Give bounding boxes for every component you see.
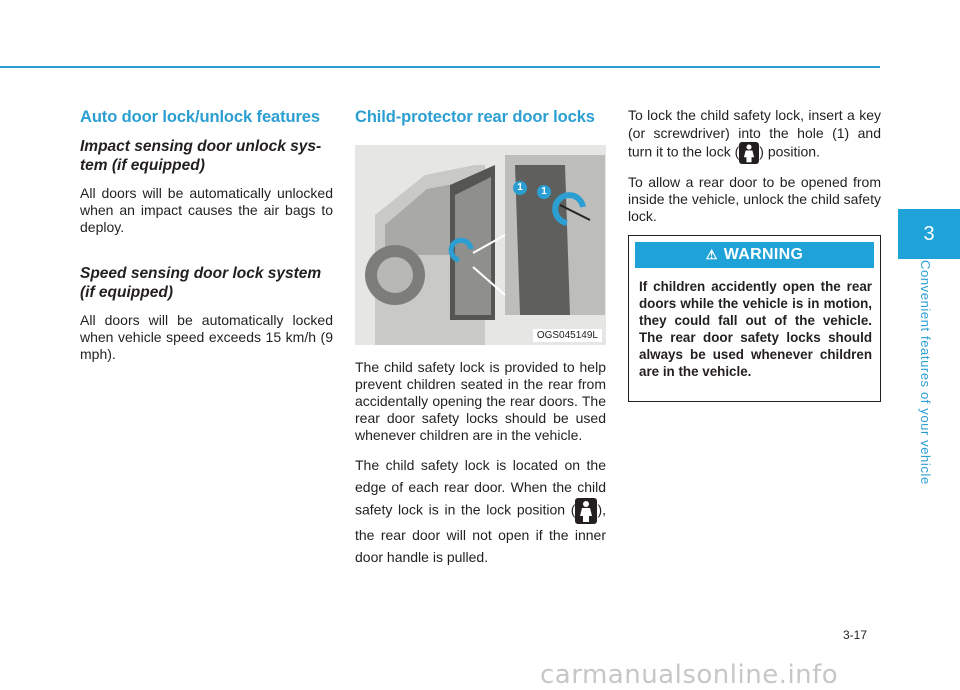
rear-door-figure xyxy=(355,145,606,345)
callout-1-left: 1 xyxy=(513,181,527,195)
section-title-auto-door-lock: Auto door lock/unlock features xyxy=(80,108,320,126)
lock-instructions-text-b: ) position. xyxy=(759,143,820,160)
child-lock-location-text-a: The child safety lock is located on the edge of each rear door. When the child safety lock is in the lock position ( xyxy=(355,457,606,518)
speed-sensing-body: All doors will be automatically locked when vehicle speed exceeds 15 km/h (9 mph). xyxy=(80,312,333,362)
lock-instructions xyxy=(628,106,881,164)
right-column xyxy=(628,106,881,402)
subsection-title-speed-sensing: Speed sensing door lock system (if equipped) xyxy=(80,265,322,301)
watermark: carmanualsonline.info xyxy=(540,660,839,690)
left-column xyxy=(80,108,333,373)
warning-title: WARNING xyxy=(723,246,804,263)
impact-sensing-body: All doors will be automatically unlocked when an impact causes the air bags to deploy. xyxy=(80,185,333,235)
header-rule xyxy=(0,66,880,68)
child-lock-location xyxy=(355,454,606,568)
child-lock-location-text-b: ), the rear door will not open if the inner door handle is pulled. xyxy=(355,501,606,565)
warning-box xyxy=(628,235,881,402)
section-title-child-protector: Child-protector rear door locks xyxy=(355,108,595,126)
chapter-tab: 3 xyxy=(898,209,960,259)
figure-code: OGS045149L xyxy=(533,329,602,342)
subsection-title-impact-sensing: Impact sensing door unlock sys-tem (if equipped) xyxy=(80,138,322,174)
callout-1-right: 1 xyxy=(537,185,551,199)
warning-triangle-icon: ⚠ xyxy=(705,247,718,262)
chapter-title: Convenient features of your vehicle xyxy=(918,260,933,485)
warning-banner xyxy=(635,242,874,268)
child-lock-description: The child safety lock is provided to help prevent children seated in the rear from accidentally opening the rear doors. The rear door safety locks should be used whenever children are in the vehicle. xyxy=(355,359,606,443)
lock-instructions-text-a: To lock the child safety lock, insert a key (or screwdriver) into the hole (1) and turn it to the lock ( xyxy=(628,107,881,160)
page-number: 3-17 xyxy=(843,628,868,642)
warning-text: If children accidently open the rear doors while the vehicle is in motion, they could fall out of the vehicle. The rear door safety locks should always be used whenever children are in the vehicle. xyxy=(639,279,872,379)
child-lock-icon xyxy=(575,498,597,524)
unlock-instructions: To allow a rear door to be opened from inside the vehicle, unlock the child safety lock. xyxy=(628,174,881,224)
car-door-illustration xyxy=(355,145,606,345)
child-lock-icon xyxy=(739,142,759,164)
middle-column xyxy=(355,108,606,578)
